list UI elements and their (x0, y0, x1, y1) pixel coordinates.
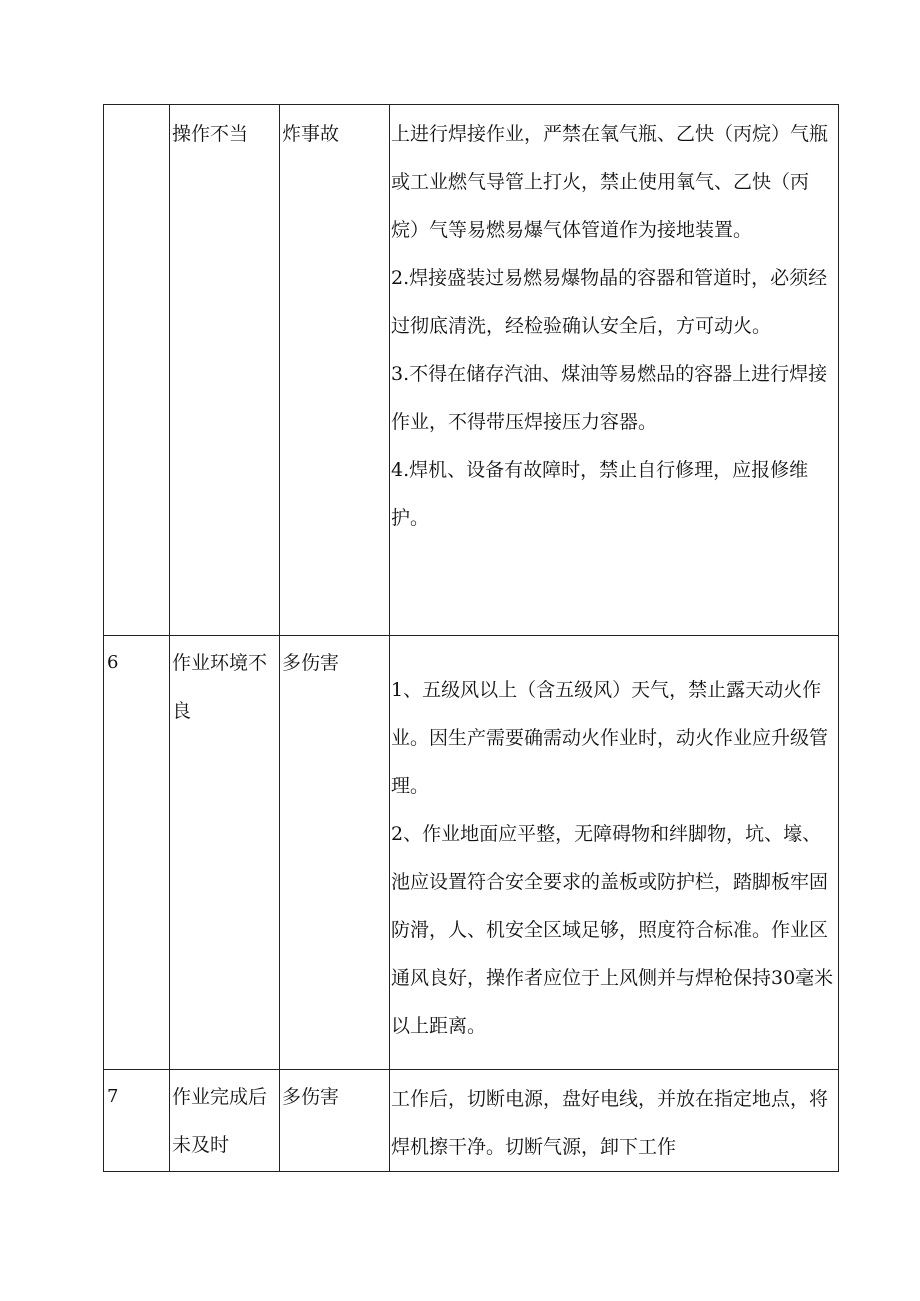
cause-text: 操作不当 (172, 123, 249, 145)
safety-measures-table (103, 104, 839, 1172)
hazard-text: 多伤害 (282, 652, 340, 674)
row-number: 7 (107, 1086, 119, 1107)
hazard-cell (280, 636, 390, 1070)
row-number-cell (104, 105, 170, 636)
measure-paragraph: 2.焊接盛装过易燃易爆物晶的容器和管道时，必须经过彻底清洗，经检验确认安全后，方可动火。 (391, 267, 828, 337)
measure-paragraph: 工作后，切断电源，盘好电线，并放在指定地点，将焊机擦干净。切断气源，卸下工作 (391, 1088, 829, 1158)
hazard-cell (280, 1070, 390, 1172)
measure-paragraph: 4.焊机、设备有故障时，禁止自行修理，应报修维护。 (391, 459, 809, 529)
cause-text: 作业环境不良 (172, 652, 268, 722)
measures-cell (390, 105, 839, 636)
table-row (104, 636, 839, 1070)
measures-cell (390, 636, 839, 1070)
hazard-text: 炸事故 (282, 123, 340, 145)
hazard-text: 多伤害 (282, 1086, 340, 1108)
measure-paragraph: 2、作业地面应平整，无障碍物和绊脚物，坑、壕、池应设置符合安全要求的盖板或防护栏，踏脚板牢固防滑，人、机安全区域足够，照度符合标准。作业区通风良好，操作者应位于上风侧并与焊枪保持30毫米以上距离。 (391, 823, 834, 1037)
row-number-cell (104, 1070, 170, 1172)
measure-paragraph: 1、五级风以上（含五级风）天气，禁止露天动火作业。因生产需要确需动火作业时，动火作业应升级管理。 (391, 679, 829, 797)
row-number-cell (104, 636, 170, 1070)
row-number: 6 (107, 652, 119, 673)
cause-cell (170, 1070, 280, 1172)
measure-paragraph: 上进行焊接作业，严禁在氧气瓶、乙快（丙烷）气瓶或工业燃气导管上打火，禁止使用氧气、乙快（丙烷）气等易燃易爆气体管道作为接地装置。 (391, 123, 829, 241)
measure-paragraph: 3.不得在储存汽油、煤油等易燃品的容器上进行焊接作业，不得带压焊接压力容器。 (391, 363, 828, 433)
cause-cell (170, 105, 280, 636)
table-row (104, 105, 839, 636)
hazard-cell (280, 105, 390, 636)
table-row (104, 1070, 839, 1172)
cause-cell (170, 636, 280, 1070)
measures-cell (390, 1070, 839, 1172)
cause-text: 作业完成后未及时 (172, 1086, 268, 1156)
